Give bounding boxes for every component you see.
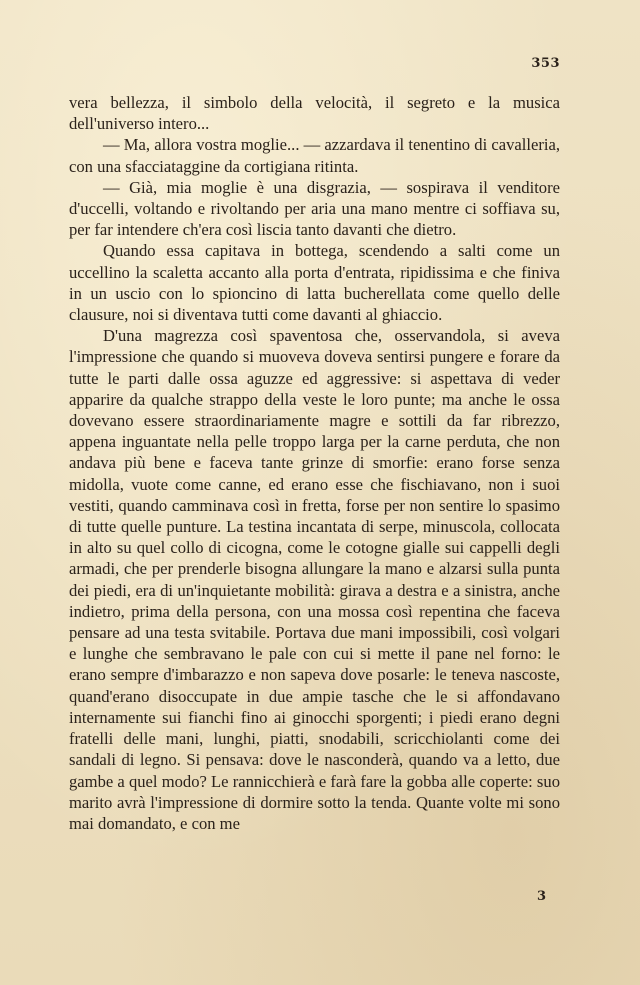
page-number: 353	[531, 56, 560, 71]
signature-mark: 3	[536, 889, 546, 904]
body-text	[69, 92, 560, 834]
paragraph-1: vera bellezza, il simbolo della velocità, il segreto e la musica dell'universo intero...	[69, 93, 560, 134]
paragraph-4: Quando essa capitava in bottega, scendendo a salti come un uccellino la scaletta accanto alla porta d'entrata, ripidissima e che finiva in un uscio con lo spioncino di latta bucherellata come quello delle clausure, noi si diventava tutti come davanti al ghiaccio.	[69, 241, 560, 325]
paragraph-3: — Già, mia moglie è una disgrazia, — sospirava il venditore d'uccelli, voltando e rivoltando per aria una mano mentre ci soffiava su, per far intendere ch'era così liscia tanto davanti che dietro.	[69, 177, 560, 240]
paragraph-2: — Ma, allora vostra moglie... — azzardava il tenentino di cavalleria, con una sfacciataggine da cortigiana ritinta.	[69, 135, 560, 176]
paragraph-5: D'una magrezza così spaventosa che, osservandola, si aveva l'impressione che quando si muoveva doveva sentirsi pungere e forare da tutte le parti dalle ossa aguzze ed aggressive: si aspettava di veder apparire da qualche strappo della veste le loro punte; ma anche le ossa dovevano essere straordinariamente magre e sottili da far ribrezzo, appena inguantate nella pelle troppo larga per la carne perduta, che non andava più bene e faceva tante grinze di smorfie: erano forse senza midolla, vuote come canne, ed erano esse che fischiavano, non i suoi vestiti, quando camminava così in fretta, forse per non sentire lo spasimo di tutte quelle punture. La testina incantata di serpe, minuscola, collocata in alto su quel collo di cicogna, come le cotogne gialle sui cappelli degli armadi, che per prenderle bisogna allungare la mano e alzarsi sulla punta dei piedi, era di un'inquietante mobilità: girava a destra e a sinistra, anche indietro, prima della persona, con una mossa così repentina che faceva pensare ad una testa svitabile. Portava due mani impossibili, così volgari e lunghe che sembravano le pale con cui si mette il pane nel forno: le erano sempre d'imbarazzo e non sapeva dove posarle: le teneva nascoste, quand'erano disoccupate in due ampie tasche che le si affondavano internamente sui fianchi fino ai ginocchi sporgenti; i piedi erano degni fratelli delle mani, lunghi, piatti, snodabili, scricchiolanti come dei sandali di legno. Si pensava: dove le nasconderà, quando va a letto, due gambe a quel modo? Le rannicchierà e farà fare la gobba alle coperte: suo marito avrà l'impressione di dormire sotto la tenda. Quante volte mi sono mai domandato, e con me	[69, 326, 560, 833]
